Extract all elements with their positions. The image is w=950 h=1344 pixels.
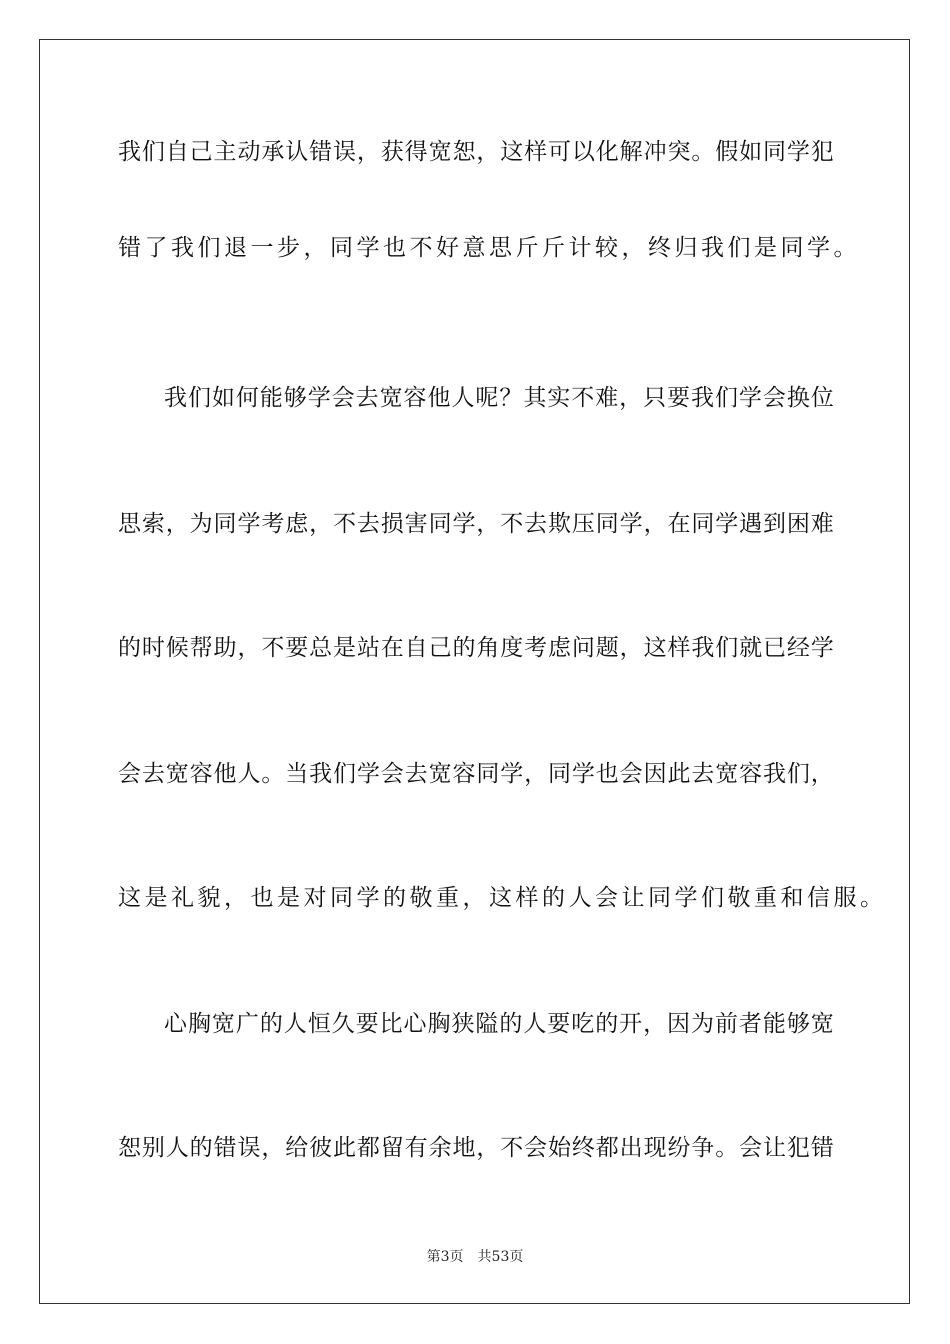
paragraph-line: 思索，为同学考虑，不去损害同学，不去欺压同学，在同学遇到困难 — [118, 511, 834, 537]
page-footer — [0, 1248, 950, 1266]
paragraph-line: 会去宽容他人。当我们学会去宽容同学，同学也会因此去宽容我们， — [118, 761, 834, 787]
paragraph-line: 这是礼貌，也是对同学的敬重，这样的人会让同学们敬重和信服。 — [118, 885, 887, 911]
page-number: 第3页 — [426, 1249, 464, 1265]
page-border — [39, 39, 910, 1304]
paragraph-line: 错了我们退一步，同学也不好意思斤斤计较，终归我们是同学。 — [118, 235, 860, 261]
paragraph-line: 的时候帮助，不要总是站在自己的角度考虑问题，这样我们就已经学 — [118, 635, 834, 661]
paragraph-line: 我们自己主动承认错误，获得宽恕，这样可以化解冲突。假如同学犯 — [118, 139, 834, 165]
paragraph-line: 恕别人的错误，给彼此都留有余地，不会始终都出现纷争。会让犯错 — [118, 1135, 834, 1161]
page-total: 共53页 — [477, 1249, 524, 1265]
paragraph-line: 我们如何能够学会去宽容他人呢？其实不难，只要我们学会换位 — [164, 385, 834, 411]
paragraph-line: 心胸宽广的人恒久要比心胸狭隘的人要吃的开，因为前者能够宽 — [164, 1011, 834, 1037]
